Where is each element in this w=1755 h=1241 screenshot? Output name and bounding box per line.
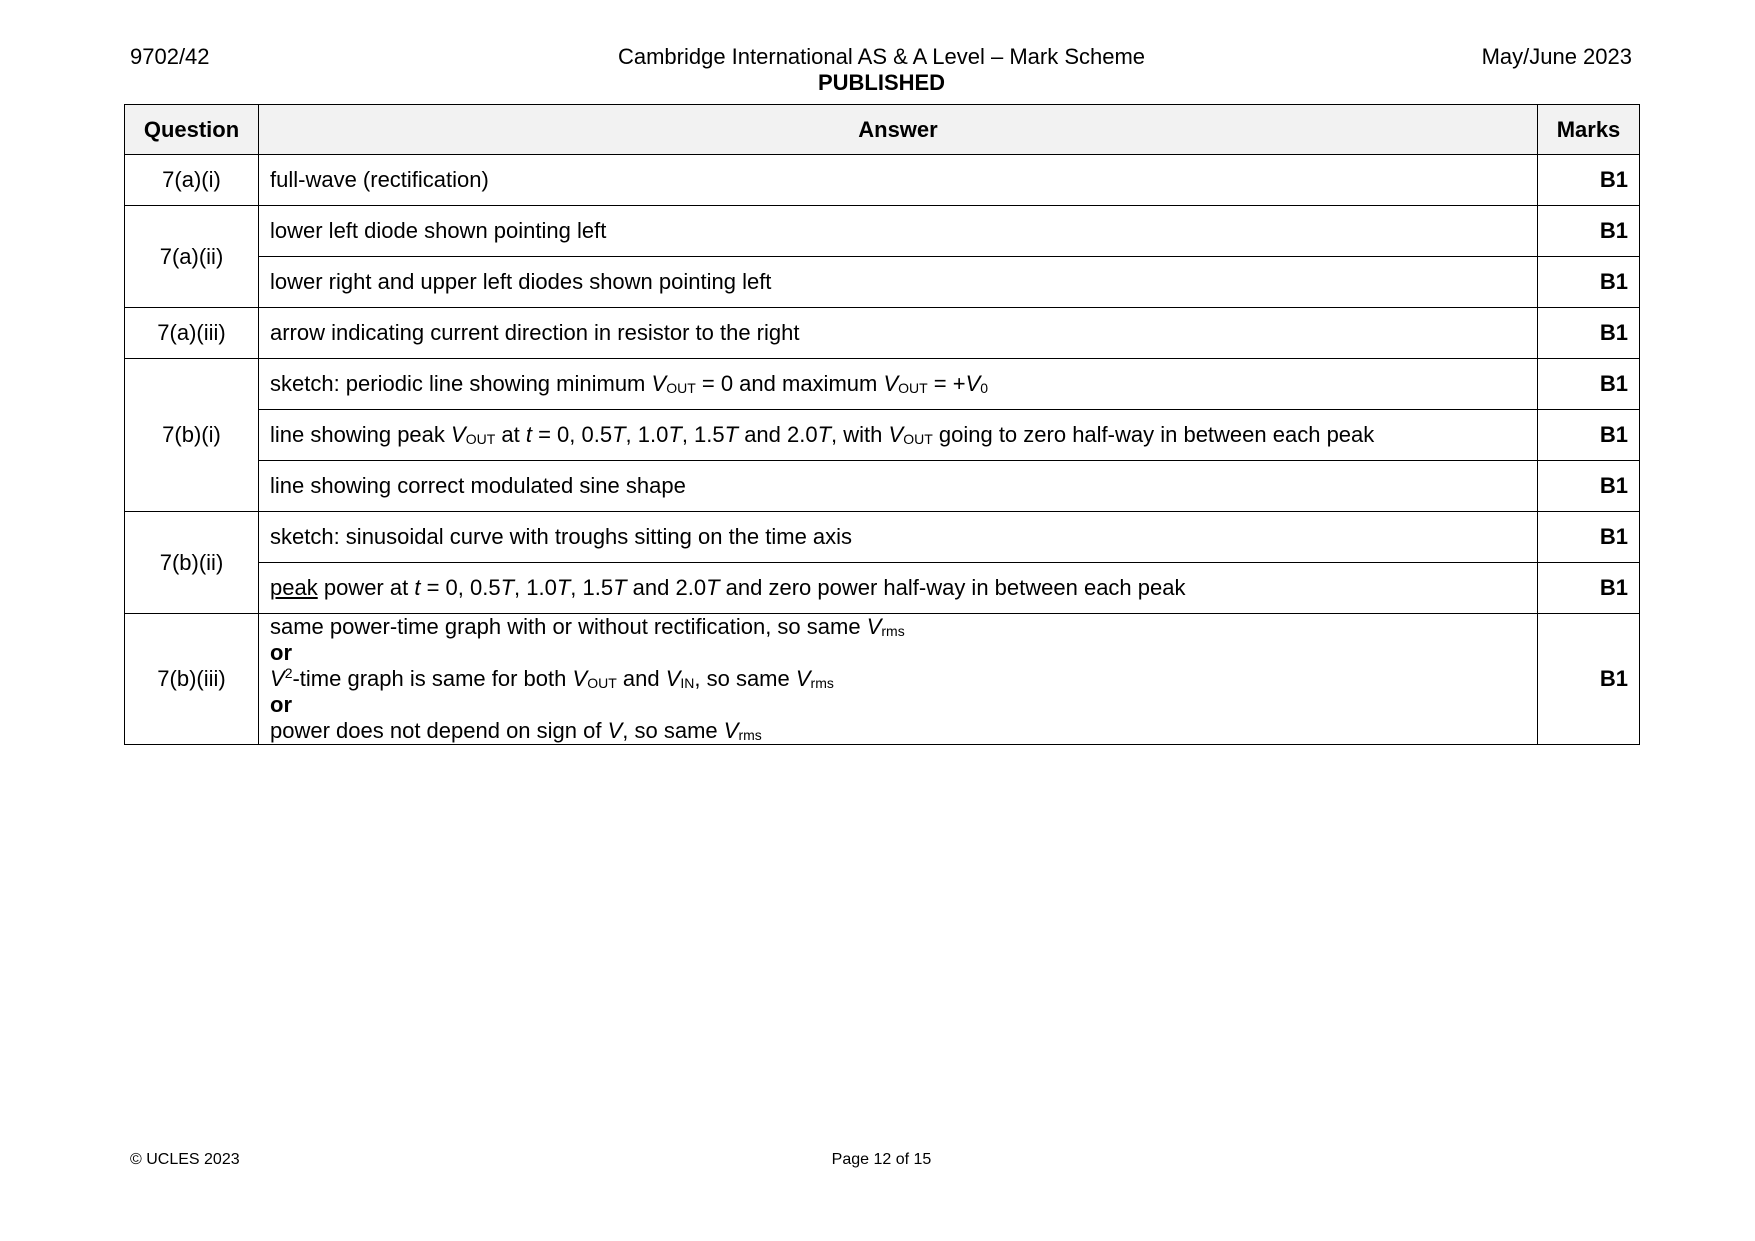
mark-scheme-table <box>124 104 1640 745</box>
mark-cell: B1 <box>1538 308 1640 359</box>
question-number: 7(a)(i) <box>125 155 259 206</box>
mark-cell: B1 <box>1538 257 1640 308</box>
mark-cell: B1 <box>1538 563 1640 614</box>
table-row <box>125 563 1640 614</box>
table-row <box>125 308 1640 359</box>
table-row <box>125 257 1640 308</box>
mark-cell: B1 <box>1538 461 1640 512</box>
table-row <box>125 206 1640 257</box>
published-label: PUBLISHED <box>817 70 946 95</box>
table-row <box>125 614 1640 745</box>
question-number: 7(a)(ii) <box>125 206 259 308</box>
table-row <box>125 155 1640 206</box>
table-row <box>125 410 1640 461</box>
question-number: 7(b)(ii) <box>125 512 259 614</box>
answer-cell: line showing peak $V_{OUT}$ at t = 0, 0.5T, 1.0T, 1.5T and 2.0T, with $V_{OUT}$ going to zero half-way in between each peak <box>259 410 1538 461</box>
answer-cell: same power-time graph with or without rectification, so same $V_{rms}$ or $V^2$-time graph is same for both $V_{OUT}$ and $V_{IN}$, so same $V_{rms}$ or power does not depend on sign of V, so same $V_{rms}$ <box>259 614 1538 745</box>
answer-cell: sketch: periodic line showing minimum $V_{OUT} = 0$ and maximum $V_{OUT} = +V_0$ <box>259 359 1538 410</box>
question-number: 7(a)(iii) <box>125 308 259 359</box>
column-header-marks: Marks <box>1538 105 1640 155</box>
paper-code: 9702/42 <box>130 44 210 69</box>
answer-cell: line showing correct modulated sine shape <box>259 461 1538 512</box>
mark-cell: B1 <box>1538 155 1640 206</box>
question-number: 7(b)(i) <box>125 359 259 512</box>
table-row <box>125 512 1640 563</box>
question-number: 7(b)(iii) <box>125 614 259 745</box>
answer-cell: peak power at t = 0, 0.5T, 1.0T, 1.5T and 2.0T and zero power half-way in between each peak <box>259 563 1538 614</box>
answer-cell: lower left diode shown pointing left <box>259 206 1538 257</box>
copyright-notice: © UCLES 2023 <box>130 1151 240 1168</box>
answer-cell: arrow indicating current direction in resistor to the right <box>259 308 1538 359</box>
mark-cell: B1 <box>1538 410 1640 461</box>
answer-cell: lower right and upper left diodes shown pointing left <box>259 257 1538 308</box>
mark-cell: B1 <box>1538 206 1640 257</box>
column-header-answer: Answer <box>259 105 1538 155</box>
mark-cell: B1 <box>1538 512 1640 563</box>
table-row <box>125 461 1640 512</box>
answer-cell: sketch: sinusoidal curve with troughs sitting on the time axis <box>259 512 1538 563</box>
exam-session: May/June 2023 <box>1481 44 1632 69</box>
table-header-row <box>125 105 1640 155</box>
answer-cell: full-wave (rectification) <box>259 155 1538 206</box>
mark-cell: B1 <box>1538 614 1640 745</box>
page-number: Page 12 of 15 <box>831 1151 932 1168</box>
mark-cell: B1 <box>1538 359 1640 410</box>
column-header-question: Question <box>125 105 259 155</box>
document-title: Cambridge International AS & A Level – Mark Scheme <box>617 44 1146 69</box>
table-row <box>125 359 1640 410</box>
